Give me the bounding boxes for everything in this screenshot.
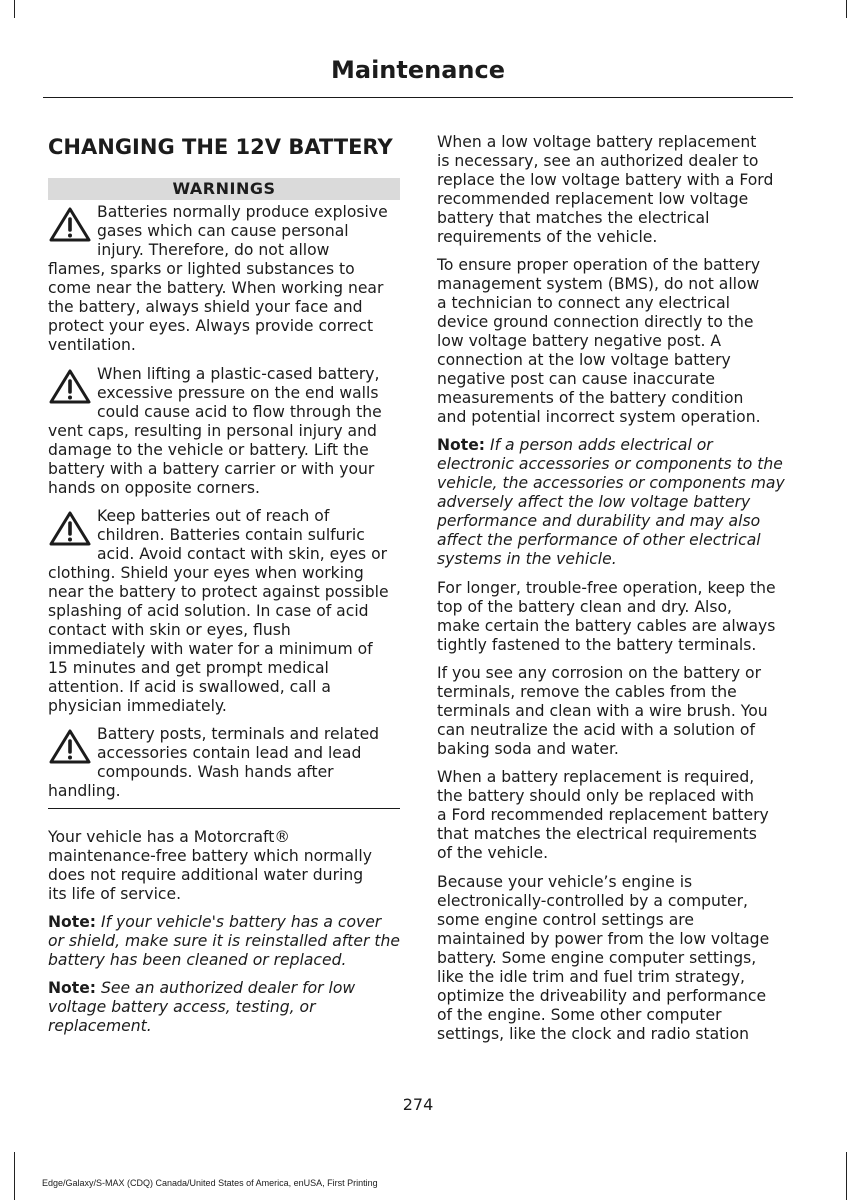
text-line: low voltage battery negative post. A: [437, 332, 722, 350]
warning-text-line: ventilation.: [48, 336, 136, 354]
warning-item: [48, 725, 400, 801]
warning-item: [48, 365, 400, 498]
text-line: voltage battery access, testing, or: [48, 998, 316, 1016]
text-line: electronic accessories or components to the: [437, 455, 783, 473]
body-paragraph: [437, 256, 787, 427]
note-paragraph: [48, 979, 400, 1036]
warning-triangle-icon: [48, 366, 92, 406]
text-line: replacement.: [48, 1017, 152, 1035]
warning-text-line: injury. Therefore, do not allow: [97, 241, 330, 259]
text-line: measurements of the battery condition: [437, 389, 744, 407]
warnings-label: WARNINGS: [172, 179, 276, 198]
warning-text-line: accessories contain lead and lead: [97, 744, 362, 762]
text-line: management system (BMS), do not allow: [437, 275, 760, 293]
text-line: connection at the low voltage battery: [437, 351, 731, 369]
text-line: like the idle trim and fuel trim strategy,: [437, 968, 745, 986]
warning-text-line: vent caps, resulting in personal injury and: [48, 422, 377, 440]
text-line: replace the low voltage battery with a Ford: [437, 171, 774, 189]
note-label: Note:: [437, 436, 486, 454]
warnings-banner: [48, 178, 400, 200]
text-line: tightly fastened to the battery terminals.: [437, 636, 757, 654]
text-line: make certain the battery cables are always: [437, 617, 776, 635]
text-line: and potential incorrect system operation.: [437, 408, 761, 426]
warning-text-line: flames, sparks or lighted substances to: [48, 260, 355, 278]
warning-text-line: hands on opposite corners.: [48, 479, 260, 497]
text-line: When a battery replacement is required,: [437, 768, 755, 786]
warning-text-line: compounds. Wash hands after: [97, 763, 334, 781]
warning-text-line: Batteries normally produce explosive: [97, 203, 388, 221]
note-first-line: [48, 979, 400, 998]
text-line: some engine control settings are: [437, 911, 694, 929]
warning-triangle-icon: [48, 726, 92, 766]
warning-text-line: excessive pressure on the end walls: [97, 384, 379, 402]
text-line: adversely affect the low voltage battery: [437, 493, 751, 511]
warning-text-line: When lifting a plastic-cased battery,: [97, 365, 380, 383]
text-line: Because your vehicle’s engine is: [437, 873, 693, 891]
note-first-line: [437, 436, 787, 455]
text-line: baking soda and water.: [437, 740, 619, 758]
text-line: battery that matches the electrical: [437, 209, 710, 227]
note-first-line: [48, 913, 400, 932]
warning-text-line: the battery, always shield your face and: [48, 298, 363, 316]
body-paragraph: [437, 873, 787, 1044]
warning-triangle-icon: [48, 204, 92, 244]
warning-text-line: gases which can cause personal: [97, 222, 349, 240]
crop-mark: [14, 0, 15, 18]
text-line: affect the performance of other electrical: [437, 531, 761, 549]
text-line: For longer, trouble-free operation, keep the: [437, 579, 776, 597]
crop-mark: [14, 1152, 15, 1200]
page-header-title: Maintenance: [330, 56, 505, 84]
section-title: CHANGING THE 12V BATTERY: [48, 135, 393, 159]
body-paragraph: [437, 664, 787, 759]
warning-item: [48, 203, 400, 355]
text-line: negative post can cause inaccurate: [437, 370, 715, 388]
warning-text-line: damage to the vehicle or battery. Lift the: [48, 441, 369, 459]
note-paragraph: [48, 913, 400, 970]
warning-text-line: attention. If acid is swallowed, call a: [48, 678, 331, 696]
warning-text-line: splashing of acid solution. In case of acid: [48, 602, 369, 620]
text-line: terminals and clean with a wire brush. You: [437, 702, 768, 720]
warning-triangle-icon: [48, 508, 92, 548]
text-line: optimize the driveability and performance: [437, 987, 767, 1005]
warning-text-line: clothing. Shield your eyes when working: [48, 564, 364, 582]
warnings-divider: [48, 808, 400, 809]
text-line: of the vehicle.: [437, 844, 549, 862]
note-label: Note:: [48, 913, 97, 931]
text-line: maintained by power from the low voltage: [437, 930, 770, 948]
crop-mark: [846, 1152, 847, 1200]
crop-mark: [846, 0, 847, 18]
note-label: Note:: [48, 979, 97, 997]
body-paragraph: [437, 768, 787, 863]
warning-text-line: Keep batteries out of reach of: [97, 507, 330, 525]
body-paragraph: [437, 133, 787, 247]
text-line: settings, like the clock and radio station: [437, 1025, 749, 1043]
warning-text-line: battery with a battery carrier or with your: [48, 460, 375, 478]
text-line: maintenance-free battery which normally: [48, 847, 372, 865]
text-line: that matches the electrical requirements: [437, 825, 757, 843]
header-divider: [43, 97, 793, 98]
text-line: requirements of the vehicle.: [437, 228, 658, 246]
body-paragraph: [437, 579, 787, 655]
warning-item: [48, 507, 400, 716]
text-line: battery has been cleaned or replaced.: [48, 951, 347, 969]
text-line: or shield, make sure it is reinstalled after the: [48, 932, 400, 950]
text-line: its life of service.: [48, 885, 182, 903]
warning-text-line: immediately with water for a minimum of: [48, 640, 373, 658]
body-paragraph: [48, 828, 400, 904]
text-line: If you see any corrosion on the battery or: [437, 664, 761, 682]
text-line: vehicle, the accessories or components may: [437, 474, 785, 492]
warning-text-line: come near the battery. When working near: [48, 279, 384, 297]
text-line: Your vehicle has a Motorcraft®: [48, 828, 290, 846]
text-line: a Ford recommended replacement battery: [437, 806, 769, 824]
warning-text-line: near the battery to protect against possible: [48, 583, 389, 601]
text-line: When a low voltage battery replacement: [437, 133, 757, 151]
text-line: does not require additional water during: [48, 866, 364, 884]
warning-text-line: Battery posts, terminals and related: [97, 725, 380, 743]
text-line: recommended replacement low voltage: [437, 190, 749, 208]
text-line: a technician to connect any electrical: [437, 294, 730, 312]
warning-text-line: 15 minutes and get prompt medical: [48, 659, 329, 677]
warning-text-line: handling.: [48, 782, 121, 800]
text-line: If your vehicle's battery has a cover: [101, 913, 382, 931]
warning-text-line: physician immediately.: [48, 697, 227, 715]
warning-text-line: contact with skin or eyes, flush: [48, 621, 291, 639]
text-line: See an authorized dealer for low: [101, 979, 356, 997]
warning-text-line: children. Batteries contain sulfuric: [97, 526, 365, 544]
text-line: terminals, remove the cables from the: [437, 683, 737, 701]
text-line: systems in the vehicle.: [437, 550, 617, 568]
page-number: 274: [402, 1095, 434, 1114]
text-line: electronically-controlled by a computer,: [437, 892, 748, 910]
text-line: To ensure proper operation of the battery: [437, 256, 761, 274]
text-line: device ground connection directly to the: [437, 313, 754, 331]
text-line: can neutralize the acid with a solution of: [437, 721, 755, 739]
note-paragraph: [437, 436, 787, 569]
footer-print-info: Edge/Galaxy/S-MAX (CDQ) Canada/United States of America, enUSA, First Printing: [42, 1178, 378, 1188]
warning-text-line: protect your eyes. Always provide correct: [48, 317, 374, 335]
text-line: of the engine. Some other computer: [437, 1006, 722, 1024]
text-line: battery. Some engine computer settings,: [437, 949, 757, 967]
warning-text-line: acid. Avoid contact with skin, eyes or: [97, 545, 388, 563]
text-line: top of the battery clean and dry. Also,: [437, 598, 732, 616]
text-line: is necessary, see an authorized dealer to: [437, 152, 759, 170]
warning-text-line: could cause acid to flow through the: [97, 403, 382, 421]
text-line: performance and durability and may also: [437, 512, 761, 530]
text-line: the battery should only be replaced with: [437, 787, 754, 805]
text-line: If a person adds electrical or: [490, 436, 713, 454]
